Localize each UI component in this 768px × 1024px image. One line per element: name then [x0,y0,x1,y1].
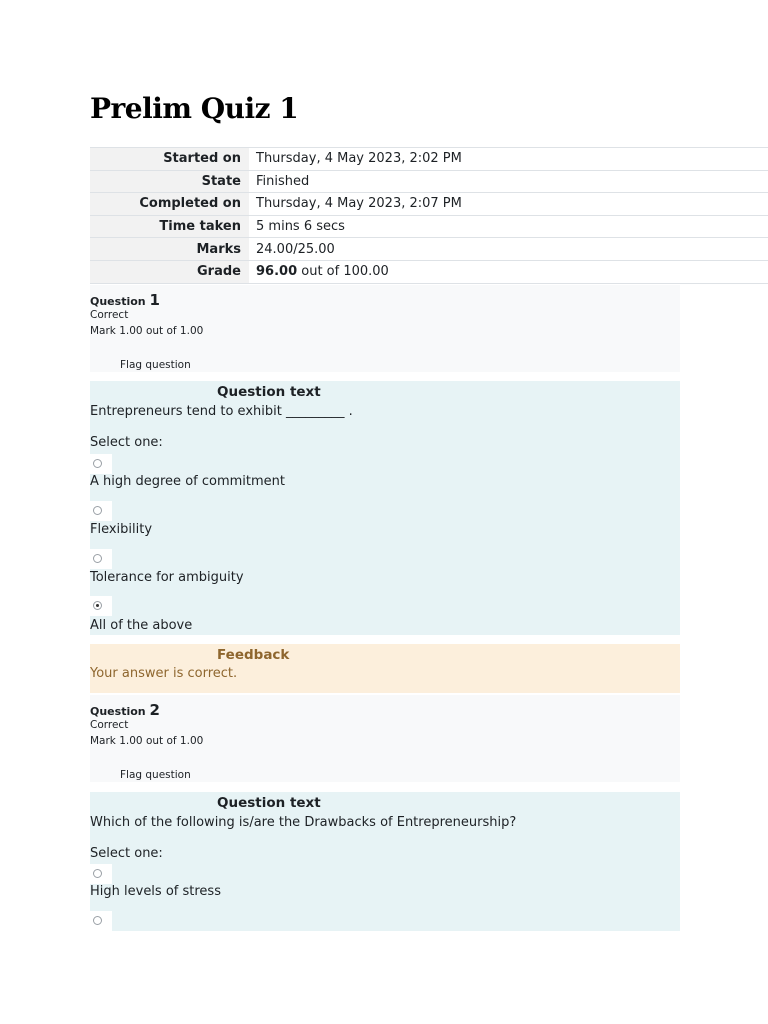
summary-row-marks [90,238,768,261]
question-text-header: Question text [217,795,321,811]
feedback-message: Your answer is correct. [90,666,238,681]
option-radio-selected[interactable] [93,601,102,610]
question-text: Entrepreneurs tend to exhibit _________ . [90,404,353,419]
option-radio-wrap [90,864,112,884]
summary-label: State [90,170,249,193]
question-text: Which of the following is/are the Drawbacks of Entrepreneurship? [90,815,517,830]
option-radio[interactable] [93,506,102,515]
option-radio[interactable] [93,459,102,468]
summary-value [249,260,768,283]
option-radio-wrap [90,596,112,616]
option-label[interactable]: A high degree of commitment [90,474,285,489]
summary-label: Marks [90,238,249,261]
option-label[interactable]: Flexibility [90,522,153,537]
option-radio-wrap [90,501,112,521]
option-radio-wrap [90,911,112,931]
summary-value: 24.00/25.00 [249,238,768,261]
grade-out-of: out of 100.00 [297,264,389,280]
question-number: Question 1 [90,291,160,309]
option-radio-wrap [90,549,112,569]
summary-value [249,215,768,238]
attempt-summary-table [90,147,768,284]
option-radio-wrap [90,454,112,474]
question-mark: Mark 1.00 out of 1.00 [90,325,204,337]
summary-row-state [90,170,768,193]
summary-value: Thursday, 4 May 2023, 2:02 PM [249,148,768,171]
summary-label: Started on [90,148,249,171]
option-label[interactable]: All of the above [90,618,193,633]
question-2-formulation [90,792,680,931]
option-label[interactable]: Tolerance for ambiguity [90,570,244,585]
question-2-info [90,695,680,782]
option-label[interactable]: High levels of stress [90,884,221,899]
flag-question-button[interactable]: Flag question [120,359,191,371]
summary-value: Thursday, 4 May 2023, 2:07 PM [249,193,768,216]
time-seconds-unit: secs [312,219,345,235]
page-title: Prelim Quiz 1 [90,92,299,125]
flag-question-button[interactable]: Flag question [120,769,191,781]
question-state: Correct [90,719,129,731]
summary-value: Finished [249,170,768,193]
option-radio[interactable] [93,554,102,563]
time-minutes-unit: mins [264,219,304,235]
select-one-prompt: Select one: [90,846,163,861]
time-seconds: 6 [303,219,313,235]
question-1-feedback [90,644,680,693]
question-number: Question 2 [90,701,160,719]
grade-score: 96.00 [256,264,298,280]
option-radio[interactable] [93,869,102,878]
summary-label: Time taken [90,215,249,238]
summary-row-started [90,148,768,171]
question-1-formulation [90,381,680,635]
question-state: Correct [90,309,129,321]
time-minutes: 5 [256,219,265,235]
summary-row-time-taken [90,215,768,238]
question-1-info [90,285,680,372]
select-one-prompt: Select one: [90,435,163,450]
option-radio[interactable] [93,916,102,925]
question-text-header: Question text [217,384,321,400]
summary-label: Grade [90,260,249,283]
summary-row-grade [90,260,768,283]
feedback-header: Feedback [217,647,290,663]
summary-label: Completed on [90,193,249,216]
question-mark: Mark 1.00 out of 1.00 [90,735,204,747]
summary-row-completed [90,193,768,216]
